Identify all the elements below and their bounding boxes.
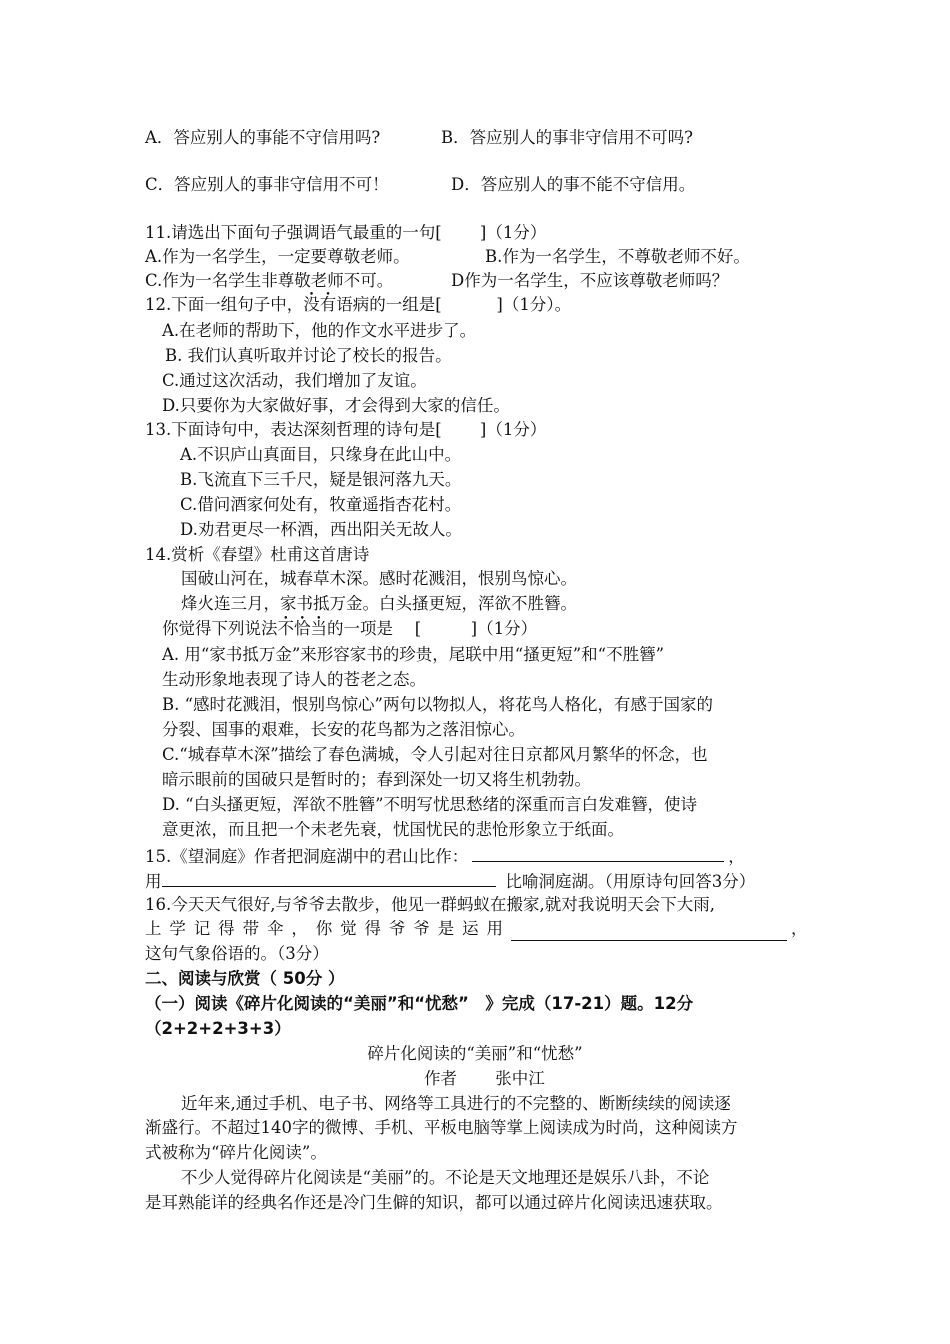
q13-option-b: B.飞流直下三千尺，疑是银河落九天。	[180, 470, 462, 489]
section-2-subtitle-line-1: （一）阅读《碎片化阅读的“美丽”和“忧愁” 》完成（17-21）题。12分	[145, 994, 694, 1013]
q14-option-c-line-2: 暗示眼前的国破只是暂时的；春到深处一切又将生机勃勃。	[162, 770, 591, 789]
q16-answer-blank[interactable]	[511, 922, 787, 941]
q16-line-2-char: 得	[218, 919, 235, 938]
q12-option-c: C.通过这次活动，我们增加了友谊。	[162, 371, 427, 390]
q11-option-a: A.作为一名学生，一定要尊敬老师。	[145, 247, 410, 266]
q14-poem-line-2: 烽火连三月，家书抵万金。白头搔更短，浑欲不胜簪。	[181, 594, 577, 613]
q16-line-2-char: 记	[193, 919, 211, 938]
q12-option-b: B. 我们认真听取并讨论了校长的报告。	[165, 346, 452, 365]
q16-line-2-char: 是	[437, 919, 455, 938]
q15-line-2	[145, 868, 755, 894]
q11-option-d: D作为一名学生，不应该尊敬老师吗？	[451, 271, 729, 290]
q14-ask-post: 的一项是 [ ]（1分）	[327, 619, 538, 638]
q14-emphasis-1: 不	[277, 619, 294, 638]
article-title: 碎片化阅读的“美丽”和“忧愁”	[367, 1044, 583, 1063]
q11-stem: 11.请选出下面句子强调语气最重的一句[ ]（1分）	[145, 223, 547, 242]
q12-stem-post: 语病的一组是[ ]（1分）。	[336, 295, 572, 314]
q14-ask	[162, 617, 537, 641]
article-author: 作者 张中江	[424, 1069, 545, 1088]
q16-line-2-char: 得	[364, 919, 382, 938]
q16-line-2-char: ，	[291, 919, 308, 938]
q14-option-a-line-2: 生动形象地表现了诗人的苍老之态。	[162, 670, 426, 689]
article-paragraph-2-line-1: 不少人觉得碎片化阅读是“美丽”的。不论是天文地理还是娱乐八卦，不论	[181, 1168, 710, 1187]
q16-line-2-char: 你	[315, 919, 333, 938]
q14-option-a-line-1: A. 用“家书抵万金”来形容家书的珍贵，尾联中用“搔更短”和“不胜簪”	[162, 645, 665, 664]
q14-option-c-line-1: C.“城春草木深”描绘了春色满城，令人引起对往日京都风月繁华的怀念，也	[162, 745, 708, 764]
q15-answer-blank-2[interactable]	[162, 868, 496, 887]
q16-line-2-char: 用	[486, 919, 503, 938]
q15-use: 用	[145, 872, 162, 891]
q16-line-1: 16.今天天气很好,与爷爷去散步，他见一群蚂蚁在搬家,就对我说明天会下大雨,	[145, 895, 715, 914]
q16-line-2-char: 伞	[266, 919, 284, 938]
q10-option-d: D．答应别人的事不能不守信用。	[451, 175, 696, 194]
q12-option-d: D.只要你为大家做好事，才会得到大家的信任。	[162, 396, 510, 415]
q16-line-2-text	[145, 917, 503, 941]
q15-line-1	[145, 843, 745, 869]
q16-line-2-char: 爷	[388, 919, 406, 938]
q13-option-a: A.不识庐山真面目，只缘身在此山中。	[180, 445, 462, 464]
q10-option-c: C．答应别人的事非守信用不可！	[145, 175, 389, 194]
q13-option-d: D.劝君更尽一杯酒，西出阳关无故人。	[180, 520, 462, 539]
q14-option-d-line-2: 意更浓，而且把一个未老先衰，忧国忧民的悲怆形象立于纸面。	[162, 820, 624, 839]
q11-option-b: B.作为一名学生，不尊敬老师不好。	[485, 247, 750, 266]
q16-line-2-end: ，	[791, 919, 808, 938]
q15-answer-blank-1[interactable]	[472, 843, 724, 862]
q14-stem: 14.赏析《春望》杜甫这首唐诗	[145, 545, 370, 564]
q12-stem-pre: 12.下面一组句子中，	[145, 295, 304, 314]
q14-ask-pre: 你觉得下列说法	[162, 619, 278, 638]
q16-line-2-char: 觉	[340, 919, 357, 938]
q15-post: 比喻洞庭湖。（用原诗句回答3分）	[505, 872, 756, 891]
q14-emphasis-3: 当	[310, 619, 327, 638]
q16-line-3: 这句气象俗语的。（3分）	[145, 944, 329, 963]
q16-line-2-char: 上	[145, 919, 162, 938]
q12-emphasis-1: 没	[303, 295, 320, 314]
article-paragraph-1-line-2: 渐盛行。不超过140字的微博、手机、平板电脑等掌上阅读成为时尚，这种阅读方	[145, 1118, 738, 1137]
q12-stem	[145, 293, 571, 317]
section-2-title: 二、阅读与欣赏（ 50分 ）	[145, 969, 345, 988]
q15-comma: ，	[728, 847, 745, 866]
q10-option-a: A．答应别人的事能不守信用吗?	[145, 128, 381, 147]
q14-option-b-line-1: B. “感时花溅泪，恨别鸟惊心”两句以物拟人，将花鸟人格化，有感于国家的	[162, 695, 713, 714]
q16-line-2-char: 爷	[413, 919, 430, 938]
q14-option-d-line-1: D. “白头搔更短，浑欲不胜簪”不明写忧思愁绪的深重而言白发难簪，使诗	[162, 795, 698, 814]
q14-emphasis-2: 恰	[294, 619, 311, 638]
q12-emphasis-2: 有	[319, 295, 337, 314]
q14-poem-line-1: 国破山河在，城春草木深。感时花溅泪，恨别鸟惊心。	[181, 569, 577, 588]
q15-prompt: 15.《望洞庭》作者把洞庭湖中的君山比作：	[145, 847, 469, 866]
article-paragraph-1-line-1: 近年来,通过手机、电子书、网络等工具进行的不完整的、断断续续的阅读逐	[181, 1094, 731, 1113]
section-2-subtitle-line-2: （2+2+2+3+3）	[145, 1019, 291, 1038]
q16-line-2	[145, 917, 808, 941]
q13-stem: 13.下面诗句中，表达深刻哲理的诗句是[ ]（1分）	[145, 420, 547, 439]
article-paragraph-1-line-3: 式被称为“碎片化阅读”。	[145, 1143, 327, 1162]
q16-line-2-char: 运	[462, 919, 479, 938]
q11-option-c: C.作为一名学生非尊敬老师不可。	[145, 271, 394, 290]
q12-option-a: A.在老师的帮助下，他的作文水平进步了。	[162, 321, 477, 340]
q13-option-c: C.借问酒家何处有，牧童遥指杏花村。	[180, 495, 462, 514]
q10-option-b: B．答应别人的事非守信用不可吗?	[441, 128, 693, 147]
q16-line-2-char: 带	[242, 919, 260, 938]
q14-option-b-line-2: 分裂、国事的艰难，长安的花鸟都为之落泪惊心。	[162, 720, 525, 739]
article-paragraph-2-line-2: 是耳熟能详的经典名作还是冷门生僻的知识，都可以通过碎片化阅读迅速获取。	[145, 1193, 723, 1212]
q16-line-2-char: 学	[169, 919, 186, 938]
